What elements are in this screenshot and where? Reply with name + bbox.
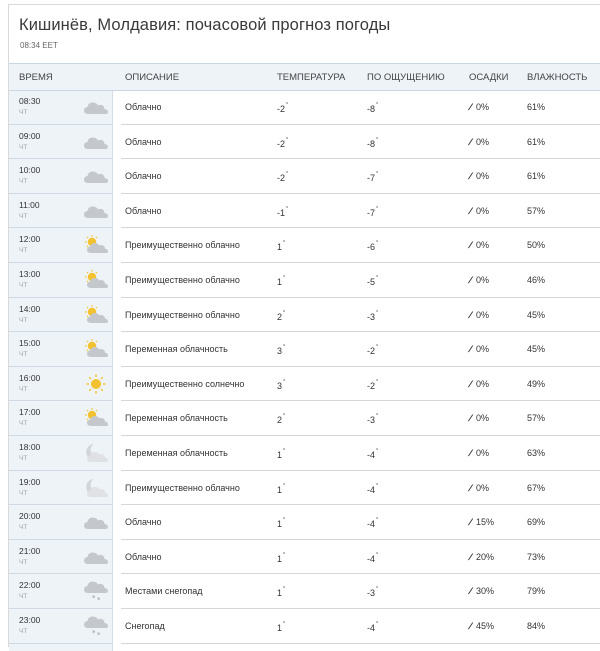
- row-precipitation: / 0%: [467, 309, 490, 320]
- row-description: Облачно: [125, 205, 162, 216]
- row-day: ЧТ: [19, 247, 28, 255]
- cloud-icon: [83, 131, 109, 153]
- table-row[interactable]: [9, 263, 600, 298]
- moon-cloud-icon: [83, 442, 109, 464]
- row-humidity: 61%: [527, 102, 546, 112]
- row-time: 14:00: [19, 303, 41, 314]
- row-humidity: 61%: [527, 171, 546, 182]
- header-temperature[interactable]: ТЕМПЕРАТУРА: [277, 72, 346, 83]
- partly-cloudy-icon: [83, 234, 109, 256]
- row-description: Преимущественно облачно: [125, 240, 240, 251]
- row-day: ЧТ: [19, 385, 28, 393]
- row-description: Облачно: [125, 551, 162, 562]
- row-description: Облачно: [125, 102, 162, 112]
- row-humidity: 69%: [527, 517, 546, 528]
- row-day: ЧТ: [19, 593, 28, 601]
- row-temperature: -2°: [277, 102, 289, 114]
- row-description: Преимущественно облачно: [125, 309, 240, 320]
- raindrop-icon: /: [467, 344, 473, 355]
- partly-cloudy-icon: [83, 304, 109, 326]
- header-description[interactable]: ОПИСАНИЕ: [125, 72, 180, 83]
- snow-cloud-icon: [83, 615, 109, 637]
- row-temperature: 3°: [277, 378, 286, 391]
- page-title: Кишинёв, Молдавия: почасовой прогноз погоды: [19, 16, 391, 34]
- row-temperature: 2°: [277, 413, 286, 426]
- row-day: ЧТ: [19, 178, 28, 186]
- row-feels-like: -4°: [367, 448, 379, 460]
- table-row[interactable]: [9, 401, 600, 436]
- sun-icon: [83, 373, 109, 395]
- row-description: Преимущественно солнечно: [125, 378, 245, 389]
- svg-text:*: *: [97, 596, 101, 603]
- row-humidity: 61%: [527, 136, 546, 147]
- cloud-icon: [83, 165, 109, 187]
- row-temperature: 1°: [277, 517, 286, 530]
- svg-text:*: *: [92, 594, 96, 603]
- row-humidity: 49%: [527, 378, 546, 389]
- table-row[interactable]: [9, 436, 600, 471]
- table-header: [9, 63, 600, 91]
- raindrop-icon: /: [467, 102, 473, 112]
- row-precipitation: / 15%: [467, 517, 495, 528]
- cloud-icon: [83, 200, 109, 222]
- table-row[interactable]: [9, 228, 600, 263]
- row-feels-like: -4°: [367, 517, 379, 530]
- raindrop-icon: /: [467, 586, 473, 597]
- row-time: 11:00: [19, 199, 40, 210]
- row-time: 16:00: [19, 372, 41, 383]
- row-precipitation: / 0%: [467, 344, 490, 355]
- row-temperature: -1°: [277, 205, 289, 218]
- row-feels-like: -3°: [367, 586, 379, 599]
- table-row[interactable]: [9, 505, 600, 540]
- row-day: ЧТ: [19, 558, 28, 566]
- row-temperature: 1°: [277, 551, 286, 564]
- row-feels-like: -3°: [367, 309, 379, 322]
- row-precipitation: / 0%: [467, 275, 490, 285]
- row-feels-like: -3°: [367, 413, 379, 426]
- raindrop-icon: /: [467, 413, 473, 424]
- row-precipitation: / 0%: [467, 171, 490, 182]
- row-description: Облачно: [125, 517, 162, 528]
- row-humidity: 67%: [527, 482, 546, 493]
- table-row[interactable]: [9, 298, 600, 333]
- raindrop-icon: /: [467, 171, 473, 182]
- table-row[interactable]: [9, 540, 600, 575]
- row-humidity: 73%: [527, 551, 546, 562]
- row-feels-like: -5°: [367, 275, 379, 287]
- table-row[interactable]: [9, 194, 600, 229]
- cloud-icon: [83, 511, 109, 533]
- row-feels-like: -4°: [367, 482, 379, 495]
- row-time: 10:00: [19, 165, 41, 176]
- row-precipitation: / 0%: [467, 413, 490, 424]
- row-description: Местами снегопад: [125, 586, 203, 597]
- row-time: 09:00: [19, 130, 41, 141]
- row-temperature: 1°: [277, 240, 286, 253]
- table-row[interactable]: [9, 125, 600, 160]
- row-temperature: 1°: [277, 482, 286, 495]
- partly-cloudy-icon: [83, 338, 109, 360]
- svg-text:*: *: [92, 629, 96, 637]
- row-time: 17:00: [19, 407, 41, 418]
- updated-time: 08:34 EET: [20, 41, 58, 50]
- raindrop-icon: /: [467, 482, 473, 493]
- table-row[interactable]: [9, 471, 600, 506]
- row-day: ЧТ: [19, 351, 28, 359]
- row-day: ЧТ: [19, 212, 28, 220]
- raindrop-icon: /: [467, 240, 473, 251]
- row-temperature: -2°: [277, 171, 289, 184]
- row-feels-like: -8°: [367, 102, 379, 114]
- row-time: 13:00: [19, 269, 41, 279]
- row-temperature: -2°: [277, 136, 289, 149]
- row-day: ЧТ: [19, 489, 28, 497]
- row-description: Облачно: [125, 171, 162, 182]
- row-precipitation: / 0%: [467, 378, 490, 389]
- row-time: 20:00: [19, 511, 41, 522]
- row-time: 15:00: [19, 338, 41, 349]
- row-time: 18:00: [19, 442, 41, 452]
- row-precipitation: / 0%: [467, 102, 490, 112]
- row-description: Переменная облачность: [125, 448, 228, 458]
- row-temperature: 2°: [277, 309, 286, 322]
- row-humidity: 46%: [527, 275, 546, 285]
- row-precipitation: / 0%: [467, 482, 490, 493]
- row-humidity: 50%: [527, 240, 546, 251]
- row-precipitation: / 20%: [467, 551, 495, 562]
- row-humidity: 79%: [527, 586, 546, 597]
- row-precipitation: / 0%: [467, 205, 490, 216]
- row-precipitation: / 0%: [467, 240, 490, 251]
- row-feels-like: -7°: [367, 205, 379, 218]
- table-row[interactable]: [9, 90, 600, 125]
- raindrop-icon: /: [467, 136, 473, 147]
- row-description: Снегопад: [125, 621, 165, 631]
- partly-cloudy-icon: [83, 407, 109, 429]
- row-day: ЧТ: [19, 282, 28, 289]
- row-time: 23:00: [19, 615, 41, 625]
- row-day: ЧТ: [19, 455, 28, 462]
- row-feels-like: -2°: [367, 344, 379, 357]
- row-humidity: 45%: [527, 309, 546, 320]
- raindrop-icon: /: [467, 205, 473, 216]
- snow-cloud-icon: [83, 580, 109, 602]
- svg-text:*: *: [97, 631, 101, 637]
- row-time: 12:00: [19, 234, 41, 245]
- header-humidity[interactable]: ВЛАЖНОСТЬ: [527, 72, 588, 83]
- row-humidity: 57%: [527, 205, 546, 216]
- row-feels-like: -4°: [367, 551, 379, 564]
- partly-cloudy-icon: [83, 269, 109, 291]
- row-temperature: 3°: [277, 344, 286, 357]
- row-day: ЧТ: [19, 420, 28, 428]
- row-feels-like: -8°: [367, 136, 379, 149]
- row-feels-like: -4°: [367, 621, 379, 633]
- row-feels-like: -6°: [367, 240, 379, 253]
- row-humidity: 57%: [527, 413, 546, 424]
- row-feels-like: -7°: [367, 171, 379, 184]
- row-day: ЧТ: [19, 524, 28, 532]
- row-day: ЧТ: [19, 316, 28, 324]
- row-temperature: 1°: [277, 586, 286, 599]
- row-humidity: 63%: [527, 448, 546, 458]
- row-description: Облачно: [125, 136, 162, 147]
- raindrop-icon: /: [467, 275, 473, 285]
- table-row[interactable]: [9, 609, 600, 644]
- forecast-panel: [8, 4, 600, 647]
- row-day: ЧТ: [19, 109, 28, 116]
- row-description: Переменная облачность: [125, 344, 228, 355]
- row-time: 21:00: [19, 545, 41, 556]
- row-time: 22:00: [19, 580, 41, 591]
- row-day: ЧТ: [19, 628, 28, 635]
- row-temperature: 1°: [277, 621, 286, 633]
- row-time: 08:30: [19, 96, 41, 106]
- row-precipitation: / 0%: [467, 448, 490, 458]
- row-temperature: 1°: [277, 448, 286, 460]
- row-precipitation: / 0%: [467, 136, 490, 147]
- cloud-icon: [83, 546, 109, 568]
- moon-cloud-icon: [83, 477, 109, 499]
- row-humidity: 84%: [527, 621, 546, 631]
- table-row[interactable]: [9, 159, 600, 194]
- raindrop-icon: /: [467, 378, 473, 389]
- row-description: Переменная облачность: [125, 413, 228, 424]
- row-precipitation: / 30%: [467, 586, 495, 597]
- row-temperature: 1°: [277, 275, 286, 287]
- row-precipitation: / 45%: [467, 621, 495, 631]
- row-humidity: 45%: [527, 344, 546, 355]
- cloud-icon: [83, 96, 109, 118]
- raindrop-icon: /: [467, 309, 473, 320]
- header-time[interactable]: ВРЕМЯ: [19, 72, 53, 83]
- table-row[interactable]: [9, 574, 600, 609]
- row-time: 19:00: [19, 476, 41, 487]
- header-precipitation[interactable]: ОСАДКИ: [469, 72, 509, 83]
- raindrop-icon: /: [467, 448, 473, 458]
- table-row[interactable]: [9, 332, 600, 367]
- raindrop-icon: /: [467, 621, 473, 631]
- row-description: Преимущественно облачно: [125, 482, 240, 493]
- time-divider: [9, 643, 112, 644]
- row-divider: [121, 643, 600, 644]
- row-feels-like: -2°: [367, 378, 379, 391]
- raindrop-icon: /: [467, 517, 473, 528]
- raindrop-icon: /: [467, 551, 473, 562]
- table-row[interactable]: [9, 367, 600, 402]
- row-description: Преимущественно облачно: [125, 275, 240, 285]
- header-feels-like[interactable]: ПО ОЩУЩЕНИЮ: [367, 72, 445, 83]
- row-day: ЧТ: [19, 143, 28, 151]
